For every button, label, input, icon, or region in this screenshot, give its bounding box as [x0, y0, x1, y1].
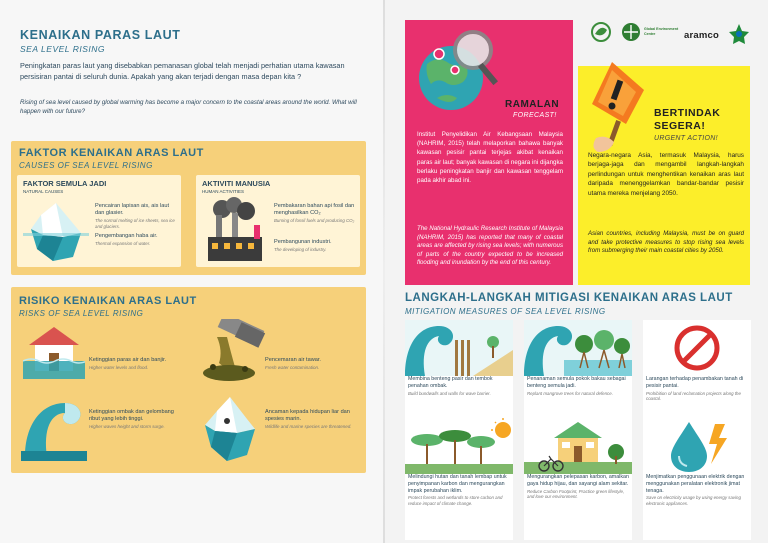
- mitigation-card: Penanaman semula pokok bakau sebagai benteng semula jadi. Replant mangrove trees for natural defence.: [524, 320, 632, 432]
- page-title: KENAIKAN PARAS LAUT: [20, 28, 181, 42]
- urgent-action-subtitle: URGENT ACTION!: [654, 135, 718, 142]
- mitigation-subtitle: MITIGATION MEASURES OF SEA LEVEL RISING: [405, 307, 606, 316]
- natural-cause-item: Pengembangan haba air. Thermal expansion of water.: [95, 233, 158, 246]
- natural-causes-title: FAKTOR SEMULA JADI: [23, 179, 107, 188]
- causes-title: FAKTOR KENAIKAN ARAS LAUT: [19, 147, 204, 159]
- factory-pollution-icon: [202, 197, 268, 263]
- intro-text-english: Rising of sea level caused by global warming has become a major concern to the coastal areas around the world. What will happen with our future?: [20, 99, 357, 115]
- mitigation-card: Larangan terhadap penambakan tanah di pesisir pantai. Prohibition of land reclamation projects along the coastal.: [643, 320, 751, 432]
- flooded-house-icon: [23, 323, 85, 379]
- melting-iceberg-icon: [23, 199, 89, 263]
- forecast-text-english: The National Hydraulic Research Institute of Malaysia (NAHRIM, 2015) has reported that many of coastal areas are affected by rising sea levels; with numerous of parts of the country expected to be increased flooding and inundation by the end of this century.: [417, 225, 563, 267]
- forecast-text-malay: Institut Penyelidikan Air Kebangsaan Malaysia (NAHRIM, 2015) telah melaporkan bahawa banyak kawasan pesisir pantai terjejas akibat kenaikan paras air laut; banyak kawasan di negara ini dijangka berlaku peningkatan banjir dan kawasan tenggelam pada akhir abad ini.: [417, 131, 563, 185]
- mangrove-icon: [524, 320, 632, 376]
- warning-sign-icon: [582, 60, 654, 156]
- mitigation-card: Mengurangkan pelepasan karbon, amalkan gaya hidup hijau, dan sayangi alam sekitar. Reduce Carbon Footprint, Practice green lifestyle, and love our environment.: [524, 418, 632, 540]
- risks-panel: [11, 287, 366, 473]
- mitigation-title: LANGKAH-LANGKAH MITIGASI KENAIKAN ARAS LAUT: [405, 292, 733, 304]
- human-cause-item: Pembakaran bahan api fosil dan menghasilkan CO₂ Burning of fossil fuels and producing CO₂: [274, 203, 355, 223]
- global-environment-centre-label: Global Environment Centre: [644, 27, 679, 36]
- risk-item: Ketinggian ombak dan gelombang ribut yang lebih tinggi. Higher waves height and storm surge.: [89, 409, 174, 429]
- energy-drop-icon: [643, 418, 751, 474]
- urgent-action-title: BERTINDAK SEGERA!: [654, 107, 721, 132]
- risks-subtitle: RISKS OF SEA LEVEL RISING: [19, 309, 144, 318]
- forecast-panel: [405, 20, 573, 285]
- risk-item: Ketinggian paras air dan banjir. Higher water levels and flood.: [89, 357, 167, 370]
- human-activities-subtitle: HUMAN ACTIVITIES: [202, 189, 245, 194]
- forest-wetland-icon: [405, 418, 513, 474]
- natural-causes-subtitle: NATURAL CAUSES: [23, 189, 64, 194]
- mitigation-card: Melindungi hutan dan tanah lembap untuk penyimpanan karbon dan mengurangkan impak perubahan iklim. Protect forests and wetlands to store carbon and reduce impact of climate change.: [405, 418, 513, 540]
- causes-panel: [11, 141, 366, 275]
- human-activities-title: AKTIVITI MANUSIA: [202, 179, 271, 188]
- polluted-pipe-icon: [199, 319, 267, 383]
- urgent-text-malay: Negara-negara Asia, termasuk Malaysia, harus berjaga-jaga dan mengambil langkah-langkah perlindungan untuk menghentikan kenaikan aras laut daripada menenggelamkan bandar-bandar pesisir utama mereka menjelang 2050.: [588, 152, 744, 197]
- forecast-title: RAMALAN: [505, 99, 560, 110]
- human-cause-item: Pembangunan industri. The developing of industry.: [274, 239, 332, 252]
- natural-cause-item: Pencairan lapisan ais, ais laut dan glasier. The normal melting of ice sheets, sea ice and glaciers.: [95, 203, 175, 229]
- partner-logo-leaf-icon: [590, 22, 612, 42]
- risk-item: Pencemaran air tawar. Fresh water contamination.: [265, 357, 321, 370]
- iceberg-wildlife-icon: [197, 393, 263, 463]
- risk-item: Ancaman kepada hidupan liar dan spesies marin. Wildlife and marine species are threatened.: [265, 409, 352, 429]
- green-home-icon: [524, 418, 632, 474]
- mitigation-card: Membina benteng pasir dan tembok penahan ombak. Build bundwalls and walls for wave barrier.: [405, 320, 513, 432]
- global-environment-centre-logo: [620, 22, 642, 42]
- risks-title: RISIKO KENAIKAN ARAS LAUT: [19, 295, 197, 307]
- urgent-text-english: Asian countries, including Malaysia, must be on guard and take protective measures to stop rising sea levels from submerging their main coastal cities by 2050.: [588, 230, 744, 255]
- mitigation-card: Menjimatkan penggunaan elektrik dengan menggunakan peralatan elektronik jimat tenaga. Save on electricity usage by using energy saving electronic appliances.: [643, 418, 751, 540]
- page-spine: [383, 0, 385, 543]
- sea-wall-icon: [405, 320, 513, 376]
- globe-magnifier-icon: [407, 24, 507, 114]
- human-activities-card: [196, 175, 360, 267]
- aramco-star-icon: [728, 22, 750, 44]
- page-subtitle: SEA LEVEL RISING: [20, 44, 106, 54]
- causes-subtitle: CAUSES OF SEA LEVEL RISING: [19, 161, 153, 170]
- natural-causes-card: [17, 175, 181, 267]
- prohibition-icon: [643, 320, 751, 376]
- aramco-logo: aramco: [684, 30, 719, 41]
- intro-text-malay: Peningkatan paras laut yang disebabkan pemanasan global telah menjadi perhatian utama kawasan persisiran pantai di seluruh dunia. Apakah yang akan terjadi dengan masa depan kita ?: [20, 61, 345, 81]
- storm-wave-icon: [21, 395, 87, 461]
- forecast-subtitle: FORECAST!: [513, 112, 557, 119]
